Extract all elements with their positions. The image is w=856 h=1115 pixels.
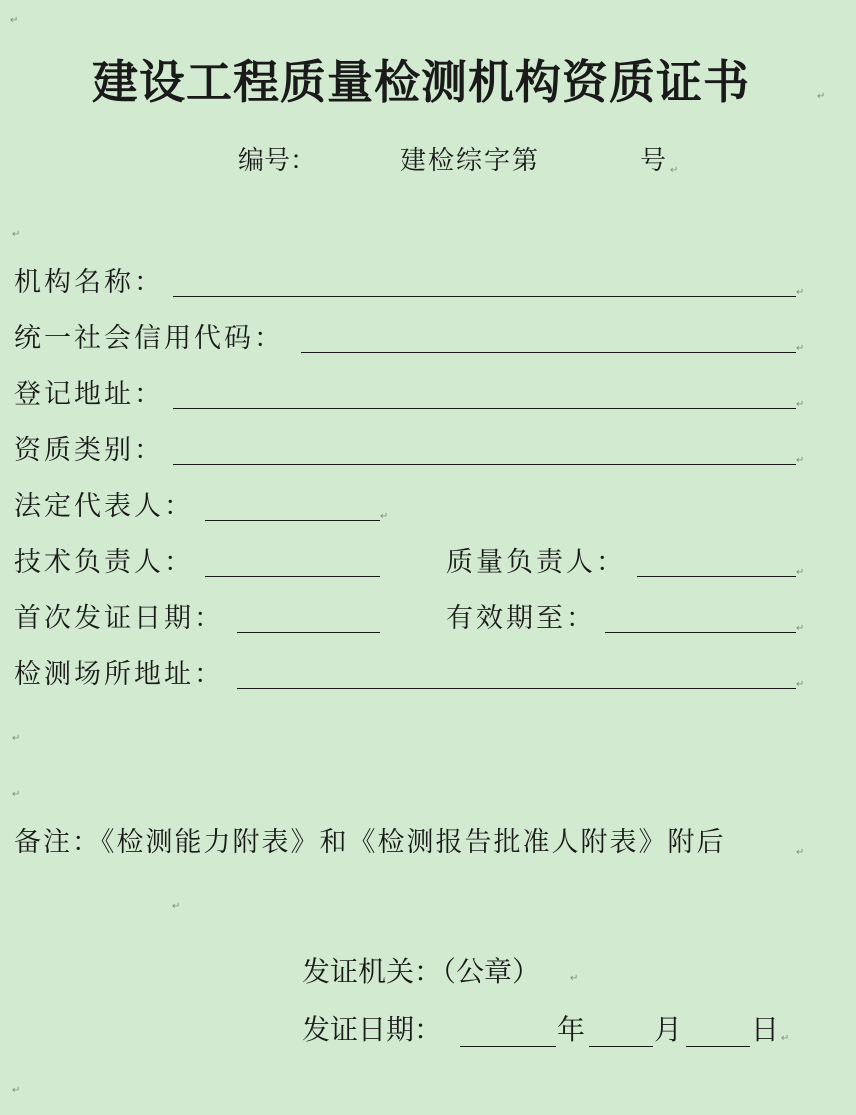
certificate-number-label: 编号： xyxy=(238,146,317,176)
tech-lead-label: 技术负责人： xyxy=(14,547,194,578)
paragraph-mark: ↵ xyxy=(12,229,21,240)
valid-until-line[interactable] xyxy=(605,632,796,633)
issuing-authority: 发证机关：（公章） xyxy=(302,955,541,988)
note-text: 备注：《检测能力附表》和《检测报告批准人附表》附后 xyxy=(14,827,726,858)
first-issue-date-label: 首次发证日期： xyxy=(14,603,224,634)
credit-code-line[interactable] xyxy=(301,352,796,353)
paragraph-mark: ↵ xyxy=(570,973,579,984)
test-site-address-label: 检测场所地址： xyxy=(14,659,224,690)
paragraph-mark: ↵ xyxy=(796,623,805,634)
certificate-number-prefix: 建检综字第 xyxy=(400,146,541,176)
issue-date-label: 发证日期： xyxy=(302,1013,443,1046)
issue-month-line[interactable] xyxy=(589,1046,653,1047)
paragraph-mark: ↵ xyxy=(796,847,805,858)
paragraph-mark: ↵ xyxy=(12,789,21,800)
paragraph-mark: ↵ xyxy=(380,511,389,522)
issue-month-label: 月 xyxy=(654,1013,683,1046)
paragraph-mark: ↵ xyxy=(817,91,826,102)
issue-year-label: 年 xyxy=(557,1013,586,1046)
legal-rep-line[interactable] xyxy=(205,520,380,521)
valid-until-label: 有效期至： xyxy=(446,603,596,634)
paragraph-mark: ↵ xyxy=(796,455,805,466)
qualification-type-label: 资质类别： xyxy=(14,435,164,466)
paragraph-mark: ↵ xyxy=(12,1085,21,1096)
issue-day-line[interactable] xyxy=(686,1046,750,1047)
first-issue-date-line[interactable] xyxy=(237,632,380,633)
paragraph-mark: ↵ xyxy=(12,733,21,744)
paragraph-mark: ↵ xyxy=(796,679,805,690)
paragraph-mark: ↵ xyxy=(796,399,805,410)
legal-rep-label: 法定代表人： xyxy=(14,491,194,522)
paragraph-mark: ↵ xyxy=(781,1033,790,1044)
quality-lead-line[interactable] xyxy=(637,576,796,577)
org-name-line[interactable] xyxy=(173,296,796,297)
tech-lead-line[interactable] xyxy=(205,576,380,577)
qualification-type-line[interactable] xyxy=(173,464,796,465)
issue-year-line[interactable] xyxy=(460,1046,556,1047)
org-name-label: 机构名称： xyxy=(14,267,164,298)
reg-address-label: 登记地址： xyxy=(14,379,164,410)
issue-day-label: 日 xyxy=(751,1013,780,1046)
certificate-number-suffix: 号 xyxy=(640,146,667,176)
quality-lead-label: 质量负责人： xyxy=(446,547,626,578)
reg-address-line[interactable] xyxy=(173,408,796,409)
document-title: 建设工程质量检测机构资质证书 xyxy=(92,55,750,109)
test-site-address-line[interactable] xyxy=(237,688,796,689)
paragraph-mark: ↵ xyxy=(172,901,181,912)
paragraph-mark: ↵ xyxy=(796,567,805,578)
credit-code-label: 统一社会信用代码： xyxy=(14,323,284,354)
paragraph-mark: ↵ xyxy=(670,165,679,176)
paragraph-mark: ↵ xyxy=(796,287,805,298)
paragraph-mark: ↵ xyxy=(10,15,19,26)
paragraph-mark: ↵ xyxy=(796,343,805,354)
